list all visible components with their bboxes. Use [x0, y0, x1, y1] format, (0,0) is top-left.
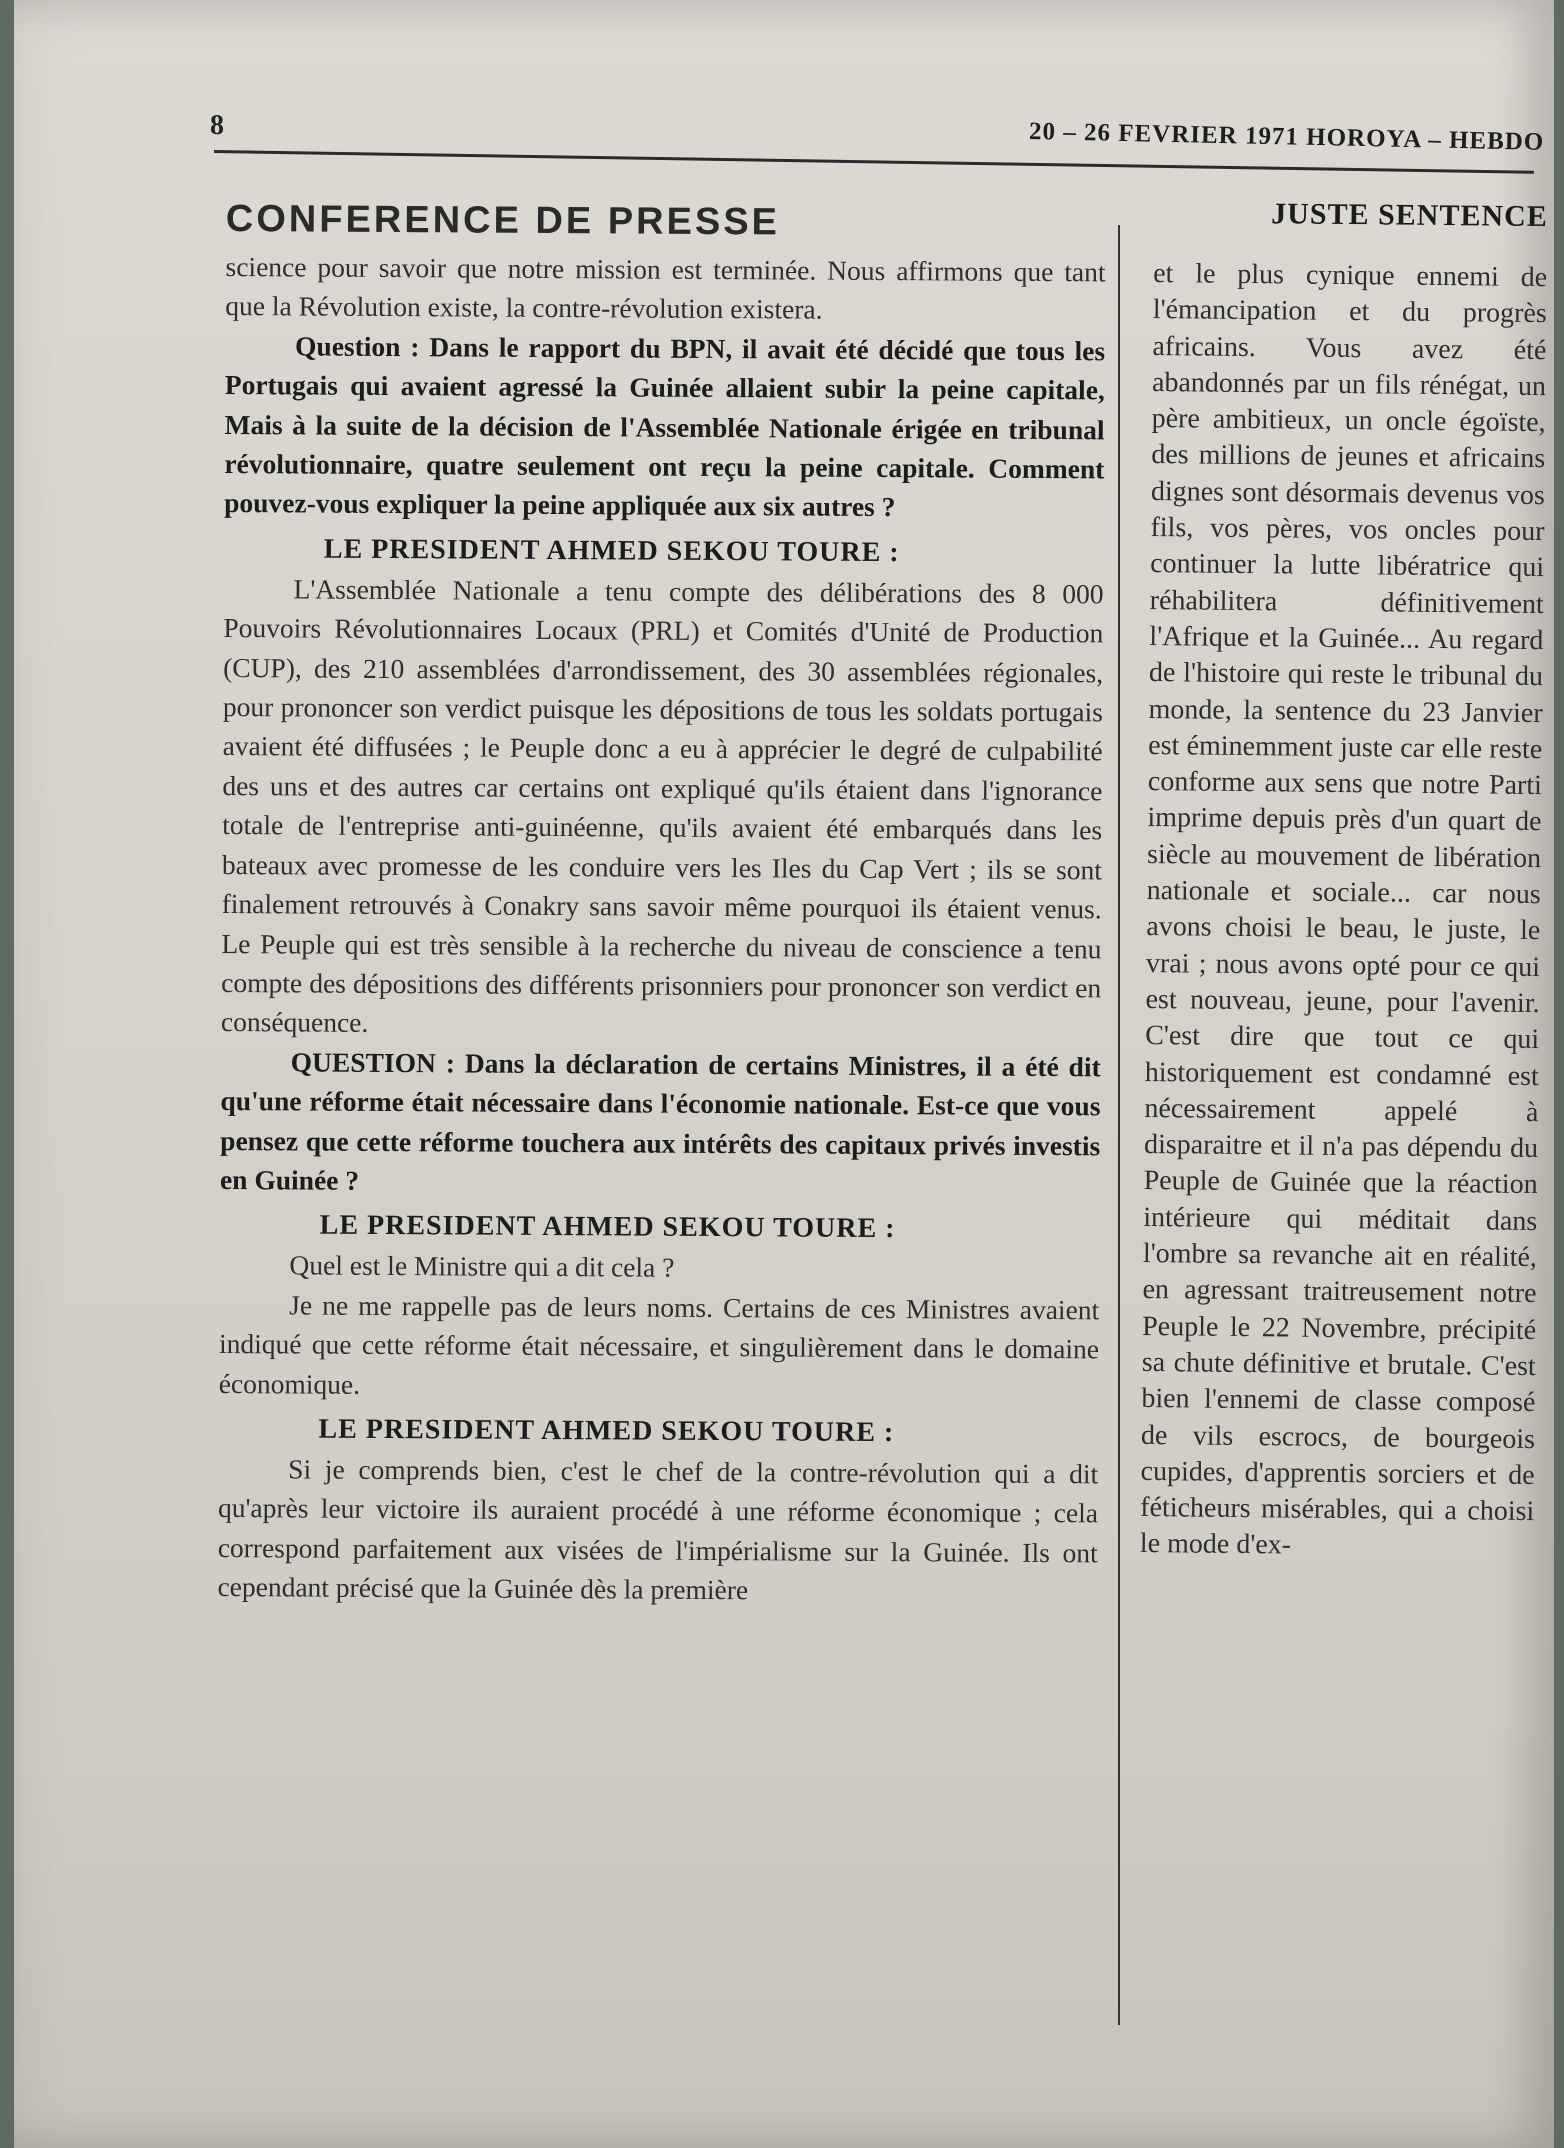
paragraph-question: QUESTION : Dans la déclaration de certains Ministres, il a été dit qu'une réforme était nécessaire dans l'économie nationale. Est-ce que vous pensez que cette réforme touchera aux intérêts des capitaux privés investis en Guinée ?	[219, 1046, 1101, 1196]
speaker-heading: LE PRESIDENT AHMED SEKOU TOURE :	[318, 1413, 895, 1449]
column-divider	[1118, 225, 1120, 2025]
right-column-title: JUSTE SENTENCE	[1271, 197, 1548, 234]
speaker-heading: LE PRESIDENT AHMED SEKOU TOURE :	[319, 1209, 896, 1245]
header-rule	[214, 150, 1534, 174]
right-column	[1140, 196, 1548, 1567]
paragraph-answer: Si je comprends bien, c'est le chef de la contre-révolution qui a dit qu'après leur victoire ils auraient procédé à une réforme économique ; cela correspond parfaitement aux visées de l'impérialisme sur la Guinée. Ils ont cependant précisé que la Guinée dès la première	[217, 1453, 1099, 1606]
page-number: 8	[210, 110, 224, 141]
right-column-text: et le plus cynique ennemi de l'émancipation et du progrès africains. Vous avez été abandonnés par un fils rénégat, un père ambitieux, un oncle égoïste, des millions de jeunes et africains dignes sont désormais devenus vos fils, vos pères, vos oncles pour continuer la lutte libératrice qui réhabilitera définitivement l'Afrique et la Guinée... Au regard de l'histoire qui reste le tribunal du monde, la sentence du 23 Janvier est éminemment juste car elle reste conforme aux sens que notre Parti imprime depuis près d'un quart de siècle au mouvement de libération nationale et sociale... car nous avons choisi le beau, le juste, le vrai ; nous avons opté pour ce qui est nouveau, jeune, pour l'avenir. C'est dire que tout ce qui historiquement est condamné est nécessairement appelé à disparaitre et il n'a pas dépendu du Peuple de Guinée que la réaction intérieure qui méditait dans l'ombre sa revanche ait en réalité, en agressant traitreusement notre Peuple le 22 Novembre, précipité sa chute définitive et brutale. C'est bien l'ennemi de classe composé de vils escrocs, de bourgeois cupides, d'apprentis sorciers et de féticheurs misérables, qui a choisi le mode d'ex-	[1139, 257, 1548, 1561]
paragraph-question: Question : Dans le rapport du BPN, il avait été décidé que tous les Portugais qui avaient agressé la Guinée allaient subir la peine capitale, Mais à la suite de la décision de l'Assemblée Nationale érigée en tribunal révolutionnaire, quatre seulement ont reçu la peine capitale. Comment pouvez-vous expliquer la peine appliquée aux six autres ?	[224, 330, 1106, 523]
paragraph-answer: Quel est le Ministre qui a dit cela ?	[289, 1249, 675, 1284]
speaker-heading: LE PRESIDENT AHMED SEKOU TOURE :	[323, 533, 900, 568]
section-title: CONFERENCE DE PRESSE	[225, 198, 781, 244]
newspaper-page	[14, 0, 1554, 2148]
paragraph-answer: L'Assemblée Nationale a tenu compte des délibérations des 8 000 Pouvoirs Révolutionnaires Locaux (PRL) et Comités d'Unité de Production (CUP), des 210 assemblées d'arrondissement, des 30 assemblées régionales, pour prononcer son verdict puisque les dépositions de tous les soldats portugais avaient été diffusées ; le Peuple donc a eu à apprécier le degré de culpabilité des uns et des autres car certains ont expliqué qu'ils étaient dans l'ignorance totale de l'entreprise anti-guinéenne, qu'ils avaient été embarqués dans les bateaux avec promesse de les conduire vers les Iles du Cap Vert ; ils se sont finalement retrouvés à Conakry sans savoir même pourquoi ils étaient venus. Le Peuple qui est très sensible à la recherche du niveau de conscience a tenu compte des dépositions des différents prisonniers pour prononcer son verdict en conséquence.	[220, 573, 1104, 1039]
left-column	[217, 198, 1106, 1612]
paragraph-answer-continued: science pour savoir que notre mission est terminée. Nous affirmons que tant que la Révolution existe, la contre-révolution existera.	[225, 250, 1106, 326]
masthead-date: 20 – 26 FEVRIER 1971 HOROYA – HEBDO	[1028, 118, 1545, 156]
paragraph-answer: Je ne me rappelle pas de leurs noms. Certains de ces Ministres avaient indiqué que cette réforme était nécessaire, et singulièrement dans le domaine économique.	[218, 1289, 1100, 1400]
